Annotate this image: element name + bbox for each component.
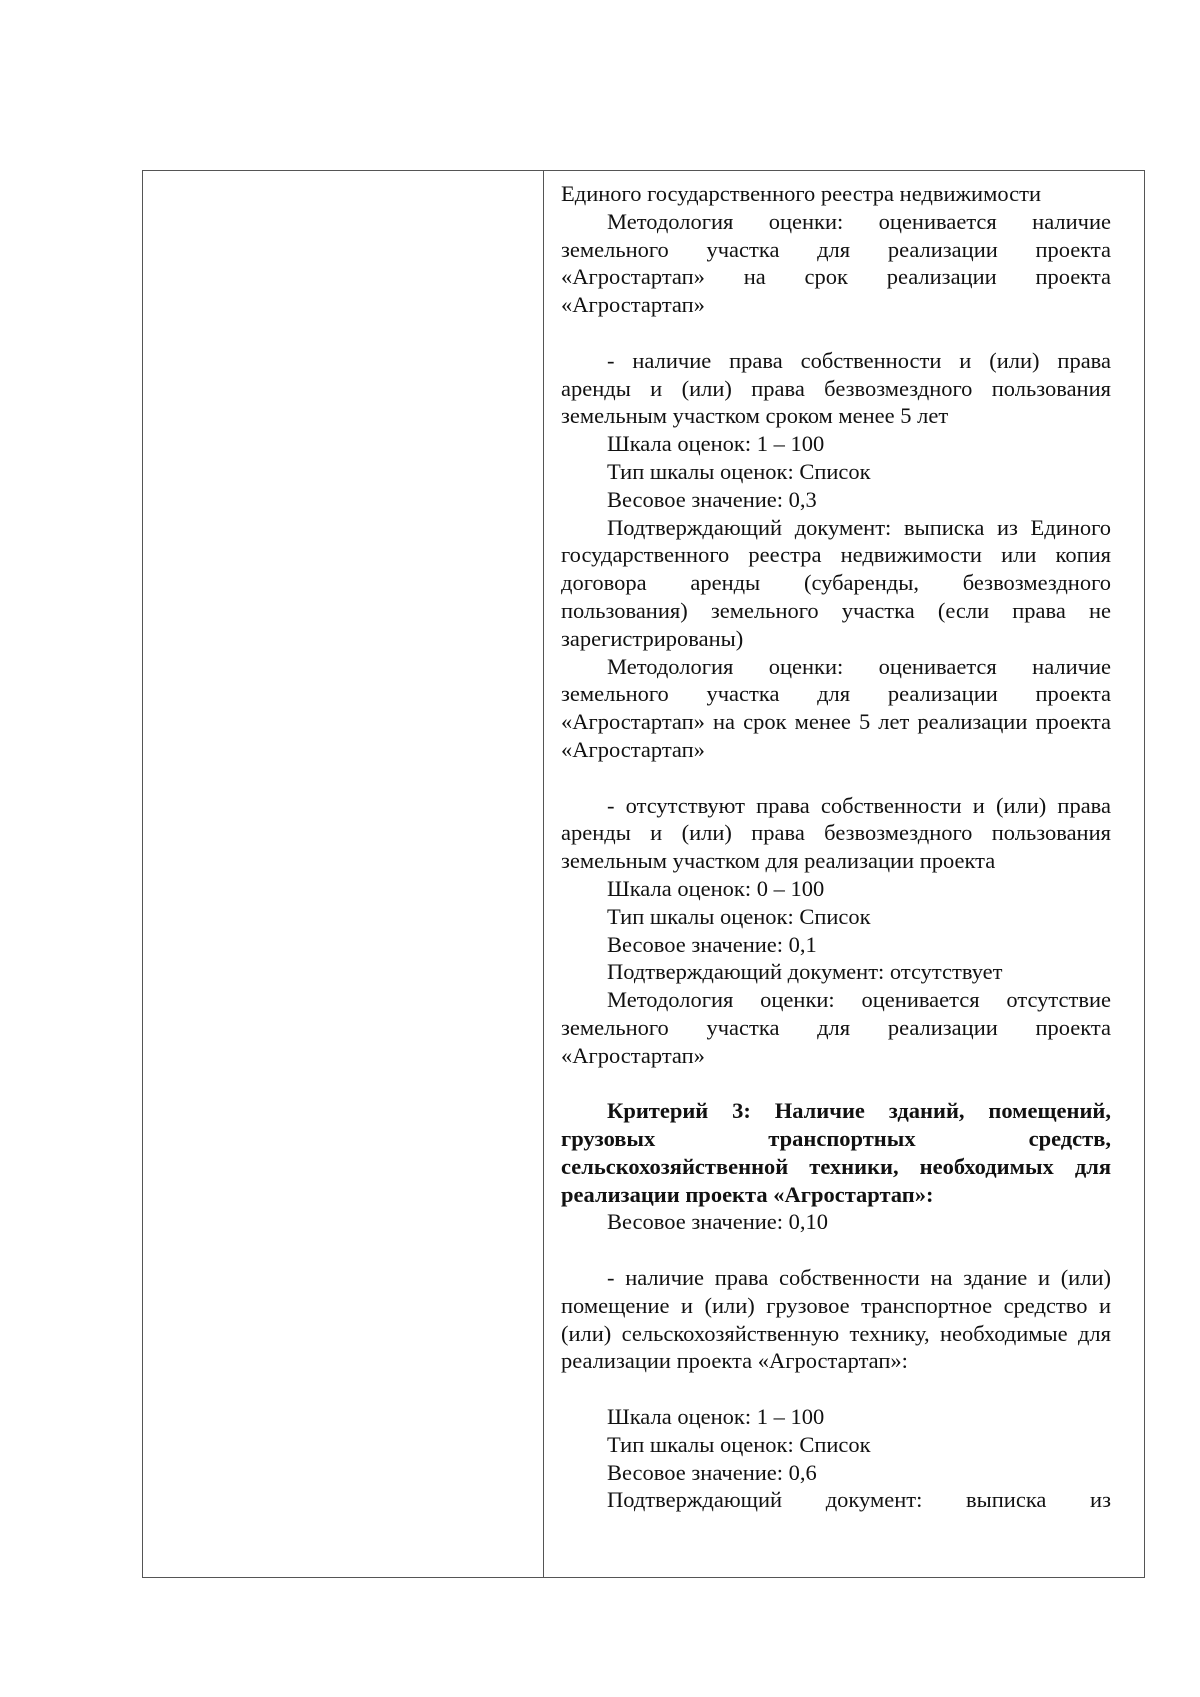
spacer [561,1236,1111,1264]
column-divider [543,171,544,1577]
spacer [561,1375,1111,1403]
condition-paragraph: - наличие права собственности и (или) права аренды и (или) права безвозмездного пользования земельным участком сроком менее 5 лет [561,347,1111,429]
scale-type-line: Тип шкалы оценок: Список [607,458,871,484]
confirming-document-paragraph: Подтверждающий документ: отсутствует [607,959,1003,985]
methodology-paragraph: Методология оценки: оценивается наличие земельного участка для реализации проекта «Агростартап» на срок менее 5 лет реализации проекта «Агростартап» [561,653,1111,762]
scale-line: Шкала оценок: 1 – 100 [607,1404,825,1430]
condition-paragraph: - отсутствуют права собственности и (или) права аренды и (или) права безвозмездного пользования земельным участком для реализации проекта [561,792,1111,874]
left-column-cell [143,171,543,1577]
document-table [142,170,1145,1578]
confirming-document-paragraph: Подтверждающий документ: выписка из Единого государственного реестра недвижимости или копия договора аренды (субаренды, безвозмездного пользования) земельного участка (если права не зарегистрированы) [561,514,1111,651]
scale-type-line: Тип шкалы оценок: Список [607,1431,871,1457]
registry-line: Единого государственного реестра недвижимости [561,181,1042,206]
scale-line: Шкала оценок: 1 – 100 [607,431,825,457]
condition-paragraph: - наличие права собственности на здание и (или) помещение и (или) грузовое транспортное средство и (или) сельскохозяйственную технику, необходимые для реализации проекта «Агростартап»: [561,1265,1111,1374]
confirming-document-paragraph: Подтверждающий документ: выписка из [607,1487,1111,1513]
spacer [561,319,1111,347]
weight-line: Весовое значение: 0,3 [607,486,817,512]
spacer [561,1070,1111,1098]
scale-line: Шкала оценок: 0 – 100 [607,875,825,901]
right-column-cell [561,180,1111,1514]
methodology-paragraph: Методология оценки: оценивается наличие земельного участка для реализации проекта «Агростартап» на срок реализации проекта «Агростартап» [561,208,1111,318]
scale-type-line: Тип шкалы оценок: Список [607,903,871,929]
criterion-heading: Критерий 3: Наличие зданий, помещений, грузовых транспортных средств, сельскохозяйственной техники, необходимых для реализации проекта «Агростартап»: [561,1098,1111,1207]
weight-line: Весовое значение: 0,1 [607,931,817,957]
methodology-paragraph: Методология оценки: оценивается отсутствие земельного участка для реализации проекта «Агростартап» [561,987,1111,1068]
spacer [561,764,1111,792]
weight-line: Весовое значение: 0,6 [607,1459,817,1485]
weight-line: Весовое значение: 0,10 [607,1209,829,1235]
